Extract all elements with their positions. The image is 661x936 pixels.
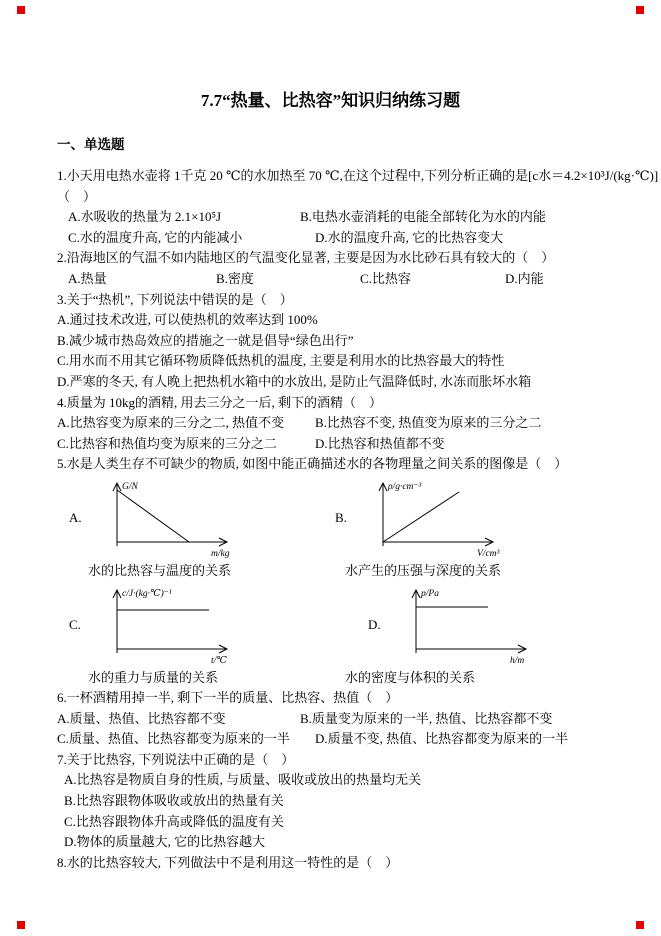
question-2 (57, 248, 651, 289)
option-b: B.比热容不变, 热值变为原来的三分之二 (315, 415, 542, 431)
graph-c-plot (89, 585, 264, 665)
corner-marker-rect (17, 921, 25, 929)
corner-marker-icon (17, 6, 25, 14)
option-row (68, 207, 651, 228)
graph-letter: C. (69, 616, 81, 632)
graph-caption: 水产生的压强与深度的关系 (345, 562, 502, 578)
page-title: 7.7“热量、比热容”知识归纳练习题 (200, 91, 461, 110)
option-d: D.比热容和热值都不变 (315, 435, 445, 451)
option-a: A.热量 (68, 270, 107, 286)
corner-marker-icon (17, 921, 25, 929)
graph-ylabel: p/Pa (421, 588, 439, 599)
graph-xlabel: V/cm³ (477, 548, 500, 558)
option-d: D.质量不变, 热值、比热容都变为原来的一半 (315, 731, 569, 747)
corner-marker-rect (636, 921, 644, 929)
graph-d-plot (388, 585, 563, 665)
q5-captions-row-2 (57, 668, 651, 689)
question-stem: 7.关于比热容, 下列说法中正确的是（ ） (57, 751, 295, 767)
option-d: D.严寒的冬天, 有人晚上把热机水箱中的水放出, 是防止气温降低时, 水冻而胀坏水箱 (57, 373, 532, 389)
option-d: D.内能 (505, 270, 544, 286)
option-c: C.质量、热值、比热容都变为原来的一半 (57, 731, 290, 747)
graph-letter: D. (368, 616, 381, 632)
option-b: B.减少城市热岛效应的措施之一就是倡导“绿色出行” (57, 332, 354, 348)
graph-ylabel: G/N (122, 481, 138, 492)
graph-xlabel: t/℃ (211, 655, 227, 665)
option-row (68, 269, 651, 290)
option-b: B.电热水壶消耗的电能全部转化为水的内能 (300, 209, 546, 225)
answer-blank: （ ） (57, 188, 97, 204)
option-a: A.通过技术改进, 可以使热机的效率达到 100% (57, 312, 318, 328)
question-stem: 8.水的比热容较大, 下列做法中不是利用这一特性的是（ ） (57, 854, 399, 870)
question-stem: 4.质量为 10kg的酒精, 用去三分之一后, 剩下的酒精（ ） (57, 394, 383, 410)
option-d: D.水的温度升高, 它的比热容变大 (315, 229, 504, 245)
question-4 (57, 393, 651, 455)
option-b: B.比热容跟物体吸收或放出的热量有关 (64, 793, 284, 809)
option-c: C.比热容和热值均变为原来的三分之二 (57, 435, 277, 451)
graph-ylabel: c/J·(kg·℃)⁻¹ (122, 588, 172, 599)
option-row (57, 413, 651, 434)
question-8 (57, 853, 651, 874)
question-3 (57, 290, 651, 393)
option-c: C.比热容跟物体升高或降低的温度有关 (64, 813, 284, 829)
question-7 (57, 750, 651, 853)
option-a: A.比热容是物质自身的性质, 与质量、吸收或放出的热量均无关 (64, 772, 422, 788)
graph-caption: 水的重力与质量的关系 (88, 669, 219, 685)
option-c: C.水的温度升高, 它的内能减小 (68, 229, 243, 245)
graph-line-ascending (383, 492, 459, 542)
graph-letter: B. (335, 509, 347, 525)
q5-graph-row-2 (57, 585, 651, 665)
question-stem: 3.关于“热机”, 下列说法中错误的是（ ） (57, 291, 293, 307)
option-d: D.物体的质量越大, 它的比热容越大 (64, 834, 266, 850)
graph-line-descending (117, 490, 189, 542)
option-b: B.质量变为原来的一半, 热值、比热容都不变 (300, 710, 553, 726)
graph-caption: 水的密度与体积的关系 (345, 669, 476, 685)
graph-c (69, 585, 264, 665)
option-c: C.比热容 (360, 270, 411, 286)
corner-marker-icon (636, 6, 644, 14)
option-b: B.密度 (216, 270, 254, 286)
option-row (57, 729, 651, 750)
question-6 (57, 688, 651, 750)
question-5 (57, 454, 651, 688)
graph-a-plot (89, 478, 264, 558)
option-c: C.用水而不用其它循环物质降低热机的温度, 主要是利用水的比热容最大的特性 (57, 353, 505, 369)
question-stem: 6.一杯酒精用掉一半, 剩下一半的质量、比热容、热值（ ） (57, 690, 399, 706)
graph-xlabel: m/kg (211, 548, 230, 558)
corner-marker-rect (636, 6, 644, 14)
question-stem: 5.水是人类生存不可缺少的物质, 如图中能正确描述水的各物理量之间关系的图像是（ ） (57, 456, 568, 472)
option-a: A.水吸收的热量为 2.1×10⁵J (68, 209, 222, 225)
question-stem: 1.小天用电热水壶将 1千克 20 ℃的水加热至 70 ℃,在这个过程中,下列分析正确的是[c水＝4.2×10³J/(kg·℃)] (57, 168, 659, 183)
option-a: A.质量、热值、比热容都不变 (57, 710, 226, 726)
graph-a (69, 478, 264, 558)
option-row (57, 709, 651, 730)
graph-letter: A. (69, 509, 82, 525)
section-heading: 一、单选题 (57, 137, 125, 152)
graph-b-plot (355, 478, 530, 558)
question-1 (57, 166, 659, 248)
option-row (57, 434, 651, 455)
graph-d (368, 585, 563, 665)
q5-captions-row-1 (57, 561, 651, 582)
graph-ylabel: ρ/g·cm⁻³ (388, 481, 422, 492)
option-a: A.比热容变为原来的三分之二, 热值不变 (57, 415, 285, 431)
question-stem: 2.沿海地区的气温不如内陆地区的气温变化显著, 主要是因为水比砂石具有较大的（ ） (57, 250, 555, 266)
graph-xlabel: h/m (510, 655, 525, 665)
corner-marker-icon (636, 921, 644, 929)
corner-marker-rect (17, 6, 25, 14)
graph-caption: 水的比热容与温度的关系 (88, 562, 232, 578)
q5-graph-row-1 (57, 478, 651, 558)
graph-b (335, 478, 530, 558)
option-row (68, 228, 651, 249)
